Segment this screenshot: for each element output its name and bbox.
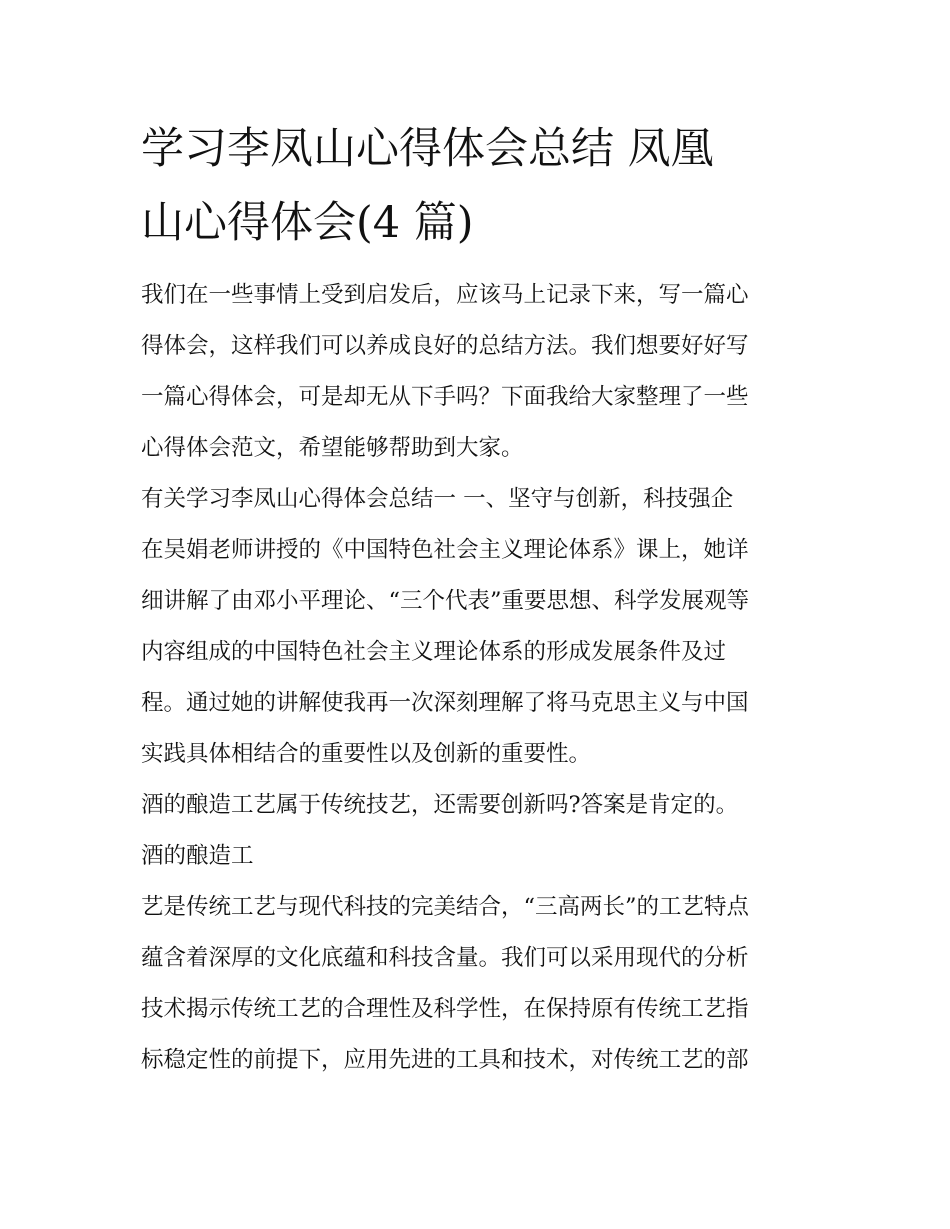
body-line: 蕴含着深厚的文化底蕴和科技含量。我们可以采用现代的分析 [141, 945, 749, 971]
body-line: 技术揭示传统工艺的合理性及科学性，在保持原有传统工艺指 [141, 996, 749, 1022]
body-line: 艺是传统工艺与现代科技的完美结合，“三高两长”的工艺特点 [141, 894, 750, 920]
document-page [141, 112, 813, 1086]
body-line: 酒的酿造工艺属于传统技艺，还需要创新吗?答案是肯定的。 [141, 792, 739, 818]
body-line: 实践具体相结合的重要性以及创新的重要性。 [141, 741, 592, 767]
body-line: 标稳定性的前提下，应用先进的工具和技术，对传统工艺的部 [141, 1047, 749, 1073]
body-line: 细讲解了由邓小平理论、“三个代表”重要思想、科学发展观等 [141, 588, 750, 614]
body-line: 酒的酿造工 [141, 843, 254, 869]
body-line: 心得体会范文，希望能够帮助到大家。 [141, 435, 524, 461]
title-line: 学习李凤山心得体会总结 凤凰 [141, 124, 714, 174]
body-line: 内容组成的中国特色社会主义理论体系的形成发展条件及过 [141, 639, 727, 665]
body-line: 我们在一些事情上受到启发后，应该马上记录下来，写一篇心 [141, 282, 749, 308]
body-line: 有关学习李凤山心得体会总结一 一、坚守与创新，科技强企 [141, 486, 734, 512]
body-line: 在吴娟老师讲授的《中国特色社会主义理论体系》课上，她详 [141, 537, 749, 563]
body-line: 得体会，这样我们可以养成良好的总结方法。我们想要好好写 [141, 333, 749, 359]
body-line: 程。通过她的讲解使我再一次深刻理解了将马克思主义与中国 [141, 690, 749, 716]
body-line: 一篇心得体会，可是却无从下手吗？下面我给大家整理了一些 [141, 384, 749, 410]
title-line: 山心得体会(4 篇) [141, 198, 474, 248]
document-title [141, 112, 813, 260]
document-body [141, 270, 813, 1086]
